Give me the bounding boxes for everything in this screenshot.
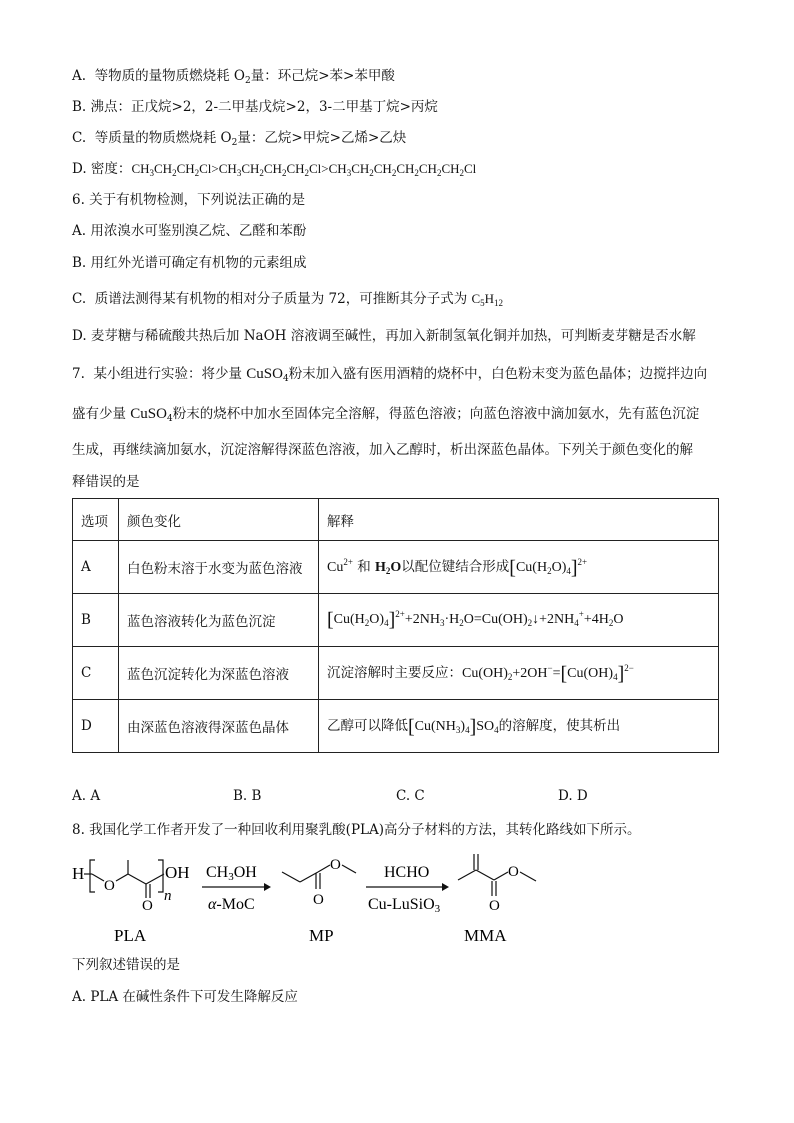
- row-explanation: $[Cu(H_2O)_4]^{2+}+2NH_3\cdot H_2O=Cu(OH)_2↓+2NH_4^++4H_2O$: [319, 594, 719, 647]
- header-option: 选项: [73, 499, 119, 541]
- mma-bond: [520, 872, 536, 881]
- pla-bond: [146, 874, 164, 884]
- pla-oh-group: OH: [165, 863, 190, 882]
- row-color-change: 蓝色溶液转化为蓝色沉淀: [119, 594, 319, 647]
- mp-ester-o: O: [330, 857, 341, 873]
- reagent2-top: HCHO: [384, 864, 430, 881]
- q8-stem: 8. 我国化学工作者开发了一种回收利用聚乳酸(PLA)高分子材料的方法，其转化路线如下所示。: [72, 822, 641, 838]
- q6-option-b: B. 用红外光谱可确定有机物的元素组成: [72, 255, 307, 271]
- q5-option-d-prefix: D. 密度：: [72, 161, 132, 177]
- q5-option-c: C. 等质量的物质燃烧耗 $O_2$量：乙烷>甲烷>乙烯>乙炔: [72, 130, 407, 148]
- reagent2-bottom: Cu-LuSiO3: [368, 896, 441, 915]
- q7-table: [72, 498, 719, 753]
- table-row: [73, 594, 719, 647]
- q6-stem: 6. 关于有机物检测，下列说法正确的是: [72, 192, 306, 208]
- pla-bond: [92, 874, 104, 881]
- table-row: [73, 647, 719, 700]
- q7-line-4: 释错误的是: [72, 474, 140, 490]
- q7-choices: [72, 788, 722, 808]
- choice-a[interactable]: A. A: [72, 788, 101, 804]
- row-explanation: 乙醇可以降低$[Cu(NH_3)_4]SO_4$的溶解度，使其析出: [319, 700, 719, 753]
- row-option: B: [73, 594, 119, 647]
- row-explanation: 沉淀溶解时主要反应：$Cu(OH)_2+2OH^-=[Cu(OH)_4]^{2-}$: [319, 647, 719, 700]
- mp-bond: [300, 872, 318, 882]
- mma-ester-o: O: [508, 864, 519, 880]
- q6-option-d: D. 麦芽糖与稀硫酸共热后加 NaOH 溶液调至碱性，再加入新制氢氧化铜并加热，可判断麦芽糖是否水解: [72, 328, 696, 344]
- row-color-change: 白色粉末溶于水变为蓝色溶液: [119, 541, 319, 594]
- q6-option-a: A. 用浓溴水可鉴别溴乙烷、乙醛和苯酚: [72, 223, 307, 239]
- table-row: [73, 700, 719, 753]
- q8-option-a: A. PLA 在碱性条件下可发生降解反应: [72, 989, 298, 1005]
- mp-bond: [342, 865, 356, 873]
- row-option: D: [73, 700, 119, 753]
- header-explanation: 解释: [319, 499, 719, 541]
- choice-c[interactable]: C. C: [396, 788, 425, 804]
- q5-option-b: B. 沸点：正戊烷>2，2-二甲基戊烷>2，3-二甲基丁烷>丙烷: [72, 99, 438, 115]
- pla-bond: [128, 874, 146, 884]
- choice-b[interactable]: B. B: [233, 788, 262, 804]
- mma-bond: [494, 872, 508, 880]
- mp-carbonyl-o: O: [313, 892, 324, 908]
- arrow-1-head: [264, 883, 271, 891]
- q5-option-a: A. 等物质的量物质燃烧耗 $O_2$量：环己烷>苯>苯甲酸: [72, 68, 395, 86]
- reagent1-bottom: α-MoC: [208, 896, 255, 913]
- pla-carbonyl-o: O: [142, 898, 153, 914]
- q7-line-2: 盛有少量 CuSO$_4$粉末的烧杯中加水至固体完全溶解，得蓝色溶液；向蓝色溶液中滴加氨水，先有蓝色沉淀: [72, 406, 700, 424]
- arrow-2-head: [442, 883, 449, 891]
- pla-o-atom: O: [104, 878, 115, 894]
- pla-n-subscript: n: [164, 888, 172, 904]
- pla-bond: [116, 874, 128, 881]
- reagent1-top: CH3OH: [206, 864, 257, 883]
- mma-bond: [476, 870, 494, 880]
- label-mma: MMA: [464, 926, 507, 945]
- mma-carbonyl-o: O: [489, 898, 500, 914]
- row-explanation: $Cu^{2+}$ 和 $H_2O$以配位键结合形成$[Cu(H_2O)_4]^{2+}$: [319, 541, 719, 594]
- table-header-row: [73, 499, 719, 541]
- q5-option-d: [72, 159, 476, 179]
- choice-d[interactable]: D. D: [558, 788, 588, 804]
- row-option: C: [73, 647, 119, 700]
- mma-bond: [458, 870, 476, 880]
- q8-follow: 下列叙述错误的是: [72, 957, 180, 973]
- q7-line-3: 生成，再继续滴加氨水，沉淀溶解得深蓝色溶液，加入乙醇时，析出深蓝色晶体。下列关于颜色变化的解: [72, 442, 693, 458]
- label-mp: MP: [309, 926, 334, 945]
- pla-h-atom: H: [72, 864, 85, 883]
- row-color-change: 蓝色沉淀转化为深蓝色溶液: [119, 647, 319, 700]
- mp-bond: [282, 872, 300, 882]
- header-color-change: 颜色变化: [119, 499, 319, 541]
- q6-option-c: C. 质谱法测得某有机物的相对分子质量为 72，可推断其分子式为 $C_5H_{12}$: [72, 291, 504, 308]
- row-option: A: [73, 541, 119, 594]
- row-color-change: 由深蓝色溶液得深蓝色晶体: [119, 700, 319, 753]
- mp-bond: [318, 865, 330, 872]
- q5-option-d-formula: $CH_3CH_2CH_2Cl>CH_3CH_2CH_2CH_2Cl>CH_3CH_2CH_2CH_2CH_2CH_2Cl$: [131, 161, 477, 178]
- q7-line-1: 7. 某小组进行实验：将少量 CuSO$_4$粉末加入盛有医用酒精的烧杯中，白色粉末变为蓝色晶体；边搅拌边向: [72, 366, 708, 384]
- reaction-scheme: [68, 846, 628, 950]
- label-pla: PLA: [114, 926, 147, 945]
- table-row: [73, 541, 719, 594]
